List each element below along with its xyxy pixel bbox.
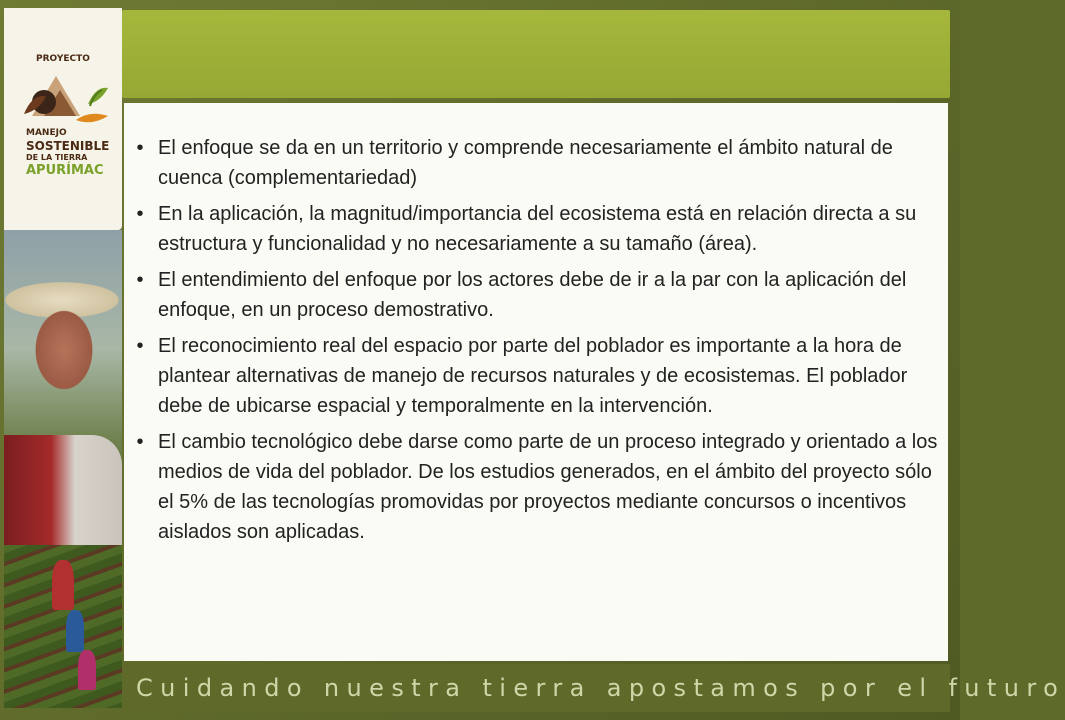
- logo-emblem-icon: [4, 64, 122, 136]
- photo-worker: [78, 650, 96, 690]
- bullet-text: El reconocimiento real del espacio por parte del poblador es importante a la hora de plantear alternativas de manejo de recursos naturales y de ecosistemas. El poblador debe de ubicarse espacial y temporalmente en la intervención.: [158, 335, 908, 417]
- list-item: [130, 427, 950, 547]
- bullet-marker: •: [136, 269, 144, 291]
- bullet-list: [130, 133, 950, 553]
- list-item: [130, 331, 950, 421]
- bullet-marker: •: [136, 203, 144, 225]
- logo-text-proyecto: PROYECTO: [36, 54, 90, 64]
- list-item: [130, 199, 950, 259]
- farmer-photo: [4, 230, 122, 708]
- bullet-marker: •: [136, 137, 144, 159]
- header-band: [122, 10, 950, 98]
- photo-worker: [66, 610, 84, 652]
- list-item: [130, 265, 950, 325]
- logo-text-sostenible: SOSTENIBLE: [26, 139, 110, 153]
- photo-worker: [52, 560, 74, 610]
- bullet-marker: •: [136, 335, 144, 357]
- footer-tagline: Cuidando nuestra tierra apostamos por el futuro: [136, 674, 1065, 702]
- photo-clothing: [4, 435, 122, 545]
- left-strip: [4, 8, 122, 708]
- list-item: [130, 133, 950, 193]
- bullet-text: El cambio tecnológico debe darse como parte de un proceso integrado y orientado a los medios de vida del poblador. De los estudios generados, en el ámbito del proyecto sólo el 5% de las tecnologías promovidas por proyectos mediante concursos o incentivos aislados son aplicadas.: [158, 431, 938, 543]
- logo-text-apurimac: APURÍMAC: [26, 163, 104, 178]
- bullet-text: En la aplicación, la magnitud/importancia del ecosistema está en relación directa a su estructura y funcionalidad y no necesariamente a su tamaño (área).: [158, 203, 917, 255]
- project-logo: [4, 8, 122, 230]
- logo-text-de-la-tierra: DE LA TIERRA: [26, 153, 88, 162]
- bullet-marker: •: [136, 431, 144, 453]
- bullet-text: El entendimiento del enfoque por los actores debe de ir a la par con la aplicación del enfoque, en un proceso demostrativo.: [158, 269, 907, 321]
- bullet-text: El enfoque se da en un territorio y comprende necesariamente el ámbito natural de cuenca (complementariedad): [158, 137, 893, 189]
- logo-text-manejo: MANEJO: [26, 128, 67, 138]
